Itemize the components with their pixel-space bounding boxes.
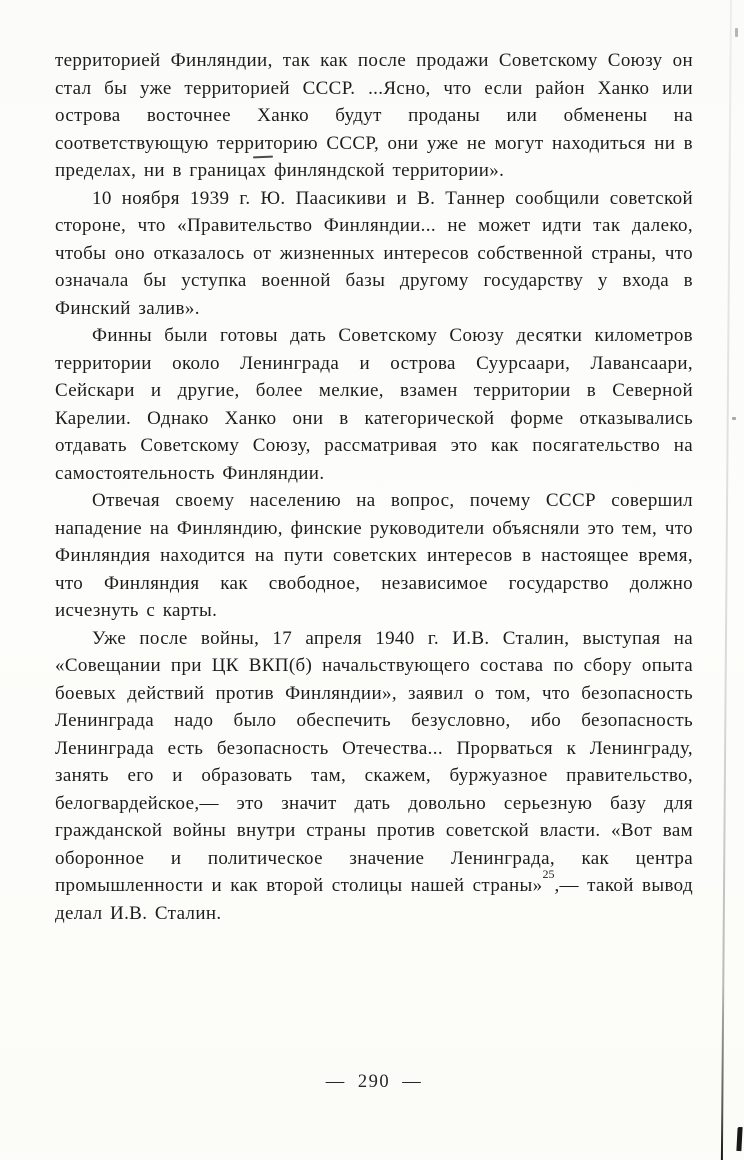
paragraph: Отвечая своему населению на вопрос, почему СССР совершил нападение на Финляндию, финские руководители объясняли это тем, что Финляндия находится на пути советских интересов в настоящее время, что Финляндия как свободное, независимое государство должно исчезнуть с карты. [55, 490, 693, 621]
paragraph-text: ,— такой вывод делал И.В. Сталин. [55, 875, 694, 924]
paragraph: 10 ноября 1939 г. Ю. Паасикиви и В. Таннер сообщили советской стороне, что «Правительство Финляндии... не может идти так далеко, чтобы оно отказалось от жизненных интересов собственной страны, что означала бы уступка военной базы другому государству у входа в Финский залив». [55, 187, 693, 319]
scan-artifact-tick [732, 417, 736, 420]
page-number: — 290 — [325, 1072, 423, 1092]
paragraph [55, 625, 693, 928]
scan-edge-line [721, 0, 732, 1160]
paragraph: Финны были готовы дать Советскому Союзу десятки километров территории около Ленинграда и острова Суурсаари, Лавансаари, Сейскари и другие, более мелкие, взамен территории в Северной Карелии. Однако Ханко они в категорической форме отказывались отдавать Советскому Союзу, рассматривая это как посягательство на самостоятельность Финляндии. [55, 325, 693, 484]
paragraph: территорией Финляндии, так как после продажи Советскому Союзу он стал бы уже территорией СССР. ...Ясно, что если район Ханко или острова восточнее Ханко будут проданы или обменены на соответствующую территорию СССР, они уже не могут находиться ни в пределах, ни в границах финляндской территории». [55, 50, 693, 181]
scan-corner-mark [736, 1127, 742, 1151]
footnote-marker: 25 [542, 866, 555, 881]
text-block [55, 47, 693, 927]
paragraph-text: Уже после войны, 17 апреля 1940 г. И.В. Сталин, выступая на «Совещании при ЦК ВКП(б) начальствующего состава по сбору опыта боевых действий против Финляндии», заявил о том, что безопасность Ленинграда надо было обеспечить безусловно, ибо безопасность Ленинграда есть безопасность Отечества... Прорваться к Ленинграду, занять его и образовать там, скажем, буржуазное правительство, белогвардейское,— это значит дать довольно серьезную базу для гражданской войны внутри страны против советской власти. «Вот вам оборонное и политическое значение Ленинграда, как центра промышленности и как второй столицы нашей страны» [55, 627, 693, 896]
scan-artifact-dash [735, 28, 738, 37]
